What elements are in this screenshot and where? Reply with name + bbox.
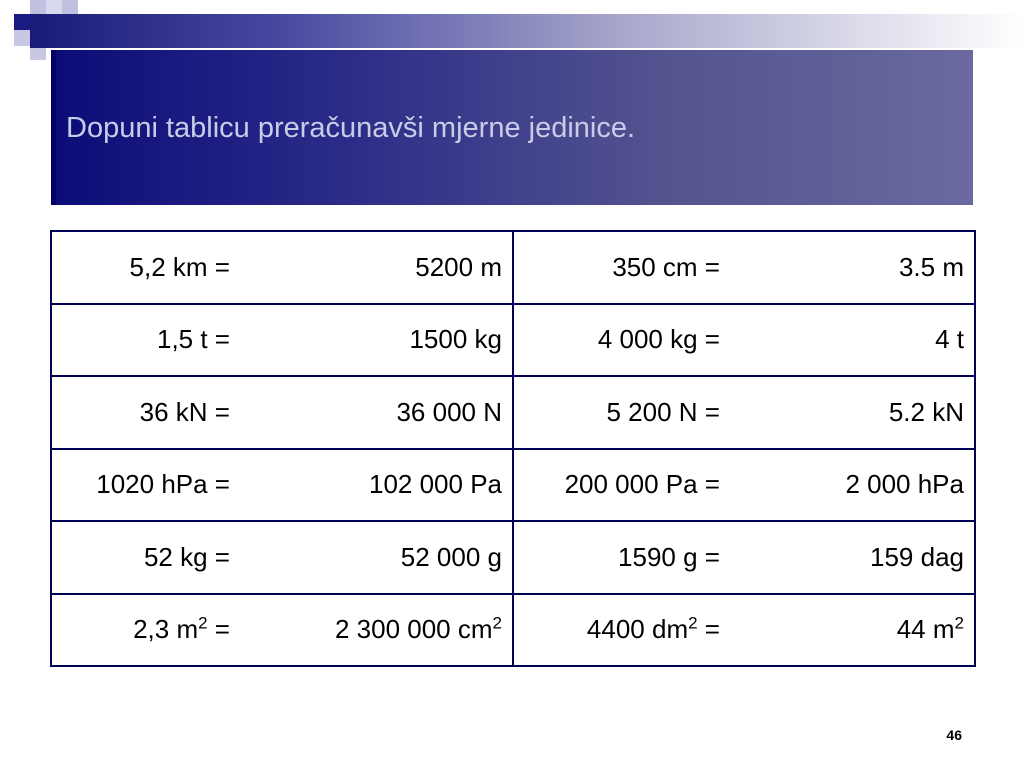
conversion-table-body	[51, 231, 975, 666]
deco-square-dark	[14, 14, 30, 30]
equals-sign: =	[697, 396, 720, 427]
deco-square-light	[46, 0, 62, 14]
unit-exponent: 2	[688, 613, 698, 633]
cell-value: 102 000 Pa	[368, 469, 502, 500]
deco-square-light	[62, 0, 78, 14]
cell-source-a	[51, 304, 256, 377]
deco-square-light	[30, 46, 46, 60]
table-row	[51, 449, 975, 522]
cell-value: 5200 m	[415, 251, 502, 282]
cell-result-b	[256, 449, 513, 522]
cell-source-a	[51, 376, 256, 449]
cell-result-d	[746, 594, 975, 667]
equals-sign: =	[697, 614, 720, 645]
equals-sign: =	[207, 541, 230, 572]
cell-value: 3.5 m	[898, 251, 964, 282]
equals-sign: =	[207, 614, 230, 645]
page-number: 46	[946, 727, 962, 743]
cell-value: 4 000 kg	[597, 324, 698, 355]
cell-source-a	[51, 231, 256, 304]
cell-result-d	[746, 231, 975, 304]
cell-value: 1500 kg	[409, 324, 502, 355]
cell-value: 350 cm	[612, 251, 698, 282]
cell-source-c	[513, 304, 746, 377]
cell-result-b	[256, 521, 513, 594]
cell-value: 159 dag	[870, 541, 964, 572]
equals-sign: =	[697, 324, 720, 355]
cell-value: 4 t	[935, 324, 964, 355]
cell-value: 2 000 hPa	[845, 469, 964, 500]
equals-sign: =	[697, 469, 720, 500]
cell-result-b	[256, 304, 513, 377]
table-row	[51, 521, 975, 594]
unit-exponent: 2	[954, 613, 964, 633]
title-band	[51, 50, 973, 205]
table-row	[51, 231, 975, 304]
cell-value: 1,5 t	[156, 324, 208, 355]
cell-value: 44 m	[896, 614, 955, 645]
cell-source-c	[513, 594, 746, 667]
cell-value: 2,3 m	[133, 614, 199, 645]
cell-source-a	[51, 449, 256, 522]
cell-value: 1590 g	[618, 541, 698, 572]
cell-value: 1020 hPa	[96, 469, 208, 500]
table-row	[51, 304, 975, 377]
equals-sign: =	[207, 469, 230, 500]
cell-value: 5.2 kN	[888, 396, 964, 427]
cell-source-c	[513, 449, 746, 522]
cell-source-a	[51, 594, 256, 667]
table-row	[51, 376, 975, 449]
deco-square-light	[14, 30, 30, 46]
cell-source-c	[513, 231, 746, 304]
cell-result-b	[256, 231, 513, 304]
cell-result-b	[256, 376, 513, 449]
equals-sign: =	[697, 541, 720, 572]
cell-value: 36 000 N	[396, 396, 502, 427]
cell-value: 36 kN	[139, 396, 208, 427]
cell-value: 4400 dm	[586, 614, 689, 645]
cell-source-c	[513, 521, 746, 594]
unit-exponent: 2	[198, 613, 208, 633]
slide-title: Dopuni tablicu preračunavši mjerne jedinice.	[66, 112, 636, 144]
cell-value: 52 000 g	[400, 541, 502, 572]
cell-value: 52 kg	[143, 541, 208, 572]
equals-sign: =	[207, 251, 230, 282]
equals-sign: =	[697, 251, 720, 282]
conversion-table	[50, 230, 976, 667]
cell-result-d	[746, 521, 975, 594]
deco-square-light	[30, 0, 46, 14]
cell-value: 200 000 Pa	[564, 469, 698, 500]
cell-value: 5 200 N	[606, 396, 698, 427]
unit-exponent: 2	[492, 613, 502, 633]
equals-sign: =	[207, 324, 230, 355]
cell-source-a	[51, 521, 256, 594]
header-gradient-bar	[30, 14, 1024, 48]
cell-result-d	[746, 376, 975, 449]
cell-result-d	[746, 304, 975, 377]
cell-value: 2 300 000 cm	[334, 614, 493, 645]
cell-result-d	[746, 449, 975, 522]
table-row	[51, 594, 975, 667]
cell-result-b	[256, 594, 513, 667]
cell-source-c	[513, 376, 746, 449]
equals-sign: =	[207, 396, 230, 427]
cell-value: 5,2 km	[129, 251, 208, 282]
